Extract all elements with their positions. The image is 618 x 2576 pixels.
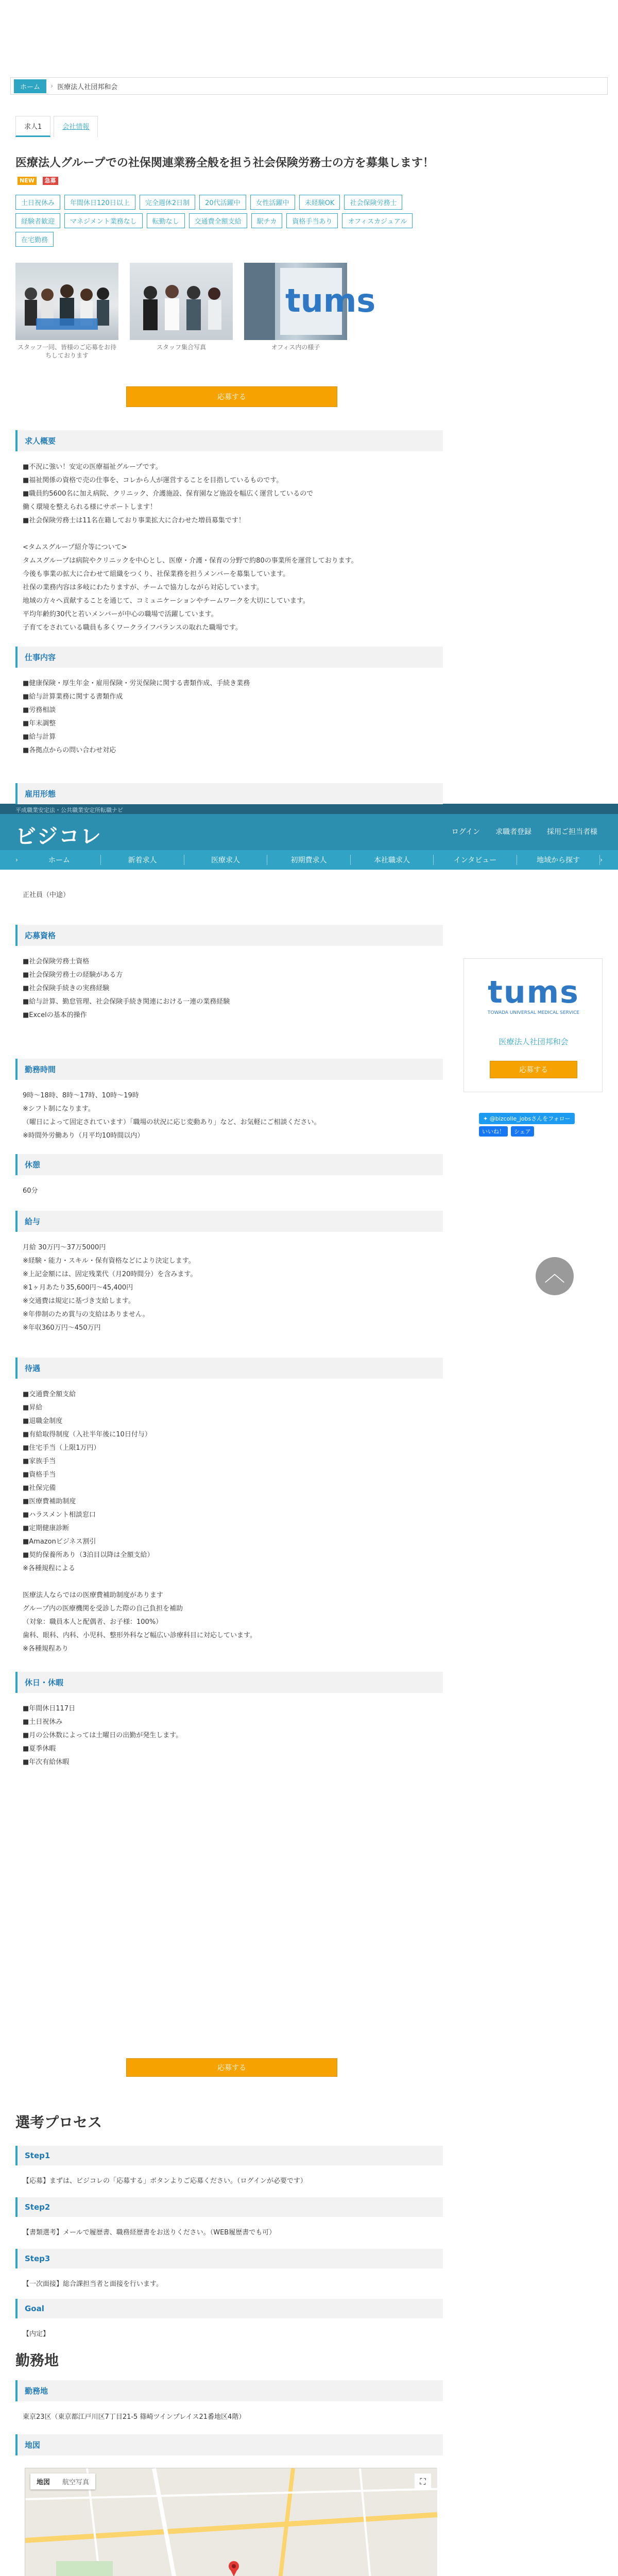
site-header (0, 814, 618, 850)
step-body: 【一次面接】総合課担当者と面接を行います。 (23, 2280, 163, 2288)
tab-company-info[interactable]: 会社情報 (54, 116, 98, 137)
office-photo (244, 263, 376, 340)
job-photos (15, 263, 376, 360)
section-employment (15, 783, 443, 804)
address-heading: 勤務地 (15, 2380, 443, 2401)
map-heading: 地図 (15, 2434, 443, 2455)
job-tag: 交通費全額支給 (189, 213, 247, 228)
map-tab-satellite[interactable]: 航空写真 (62, 2479, 90, 2486)
company-logo-word: tums (488, 974, 579, 1010)
apply-button-top[interactable]: 応募する (126, 386, 337, 407)
section-body: ■健康保険・厚生年金・雇用保険・労災保険に関する書類作成、手続き業務 ■給与計算業務に関する書類作成 ■労務相談 ■年末調整 ■給与計算 ■各拠点からの問い合わせ対応 (23, 680, 250, 754)
scroll-to-top-button[interactable] (536, 1257, 574, 1295)
social-buttons (479, 1113, 575, 1124)
selection-step-2 (15, 2197, 443, 2249)
photo-3[interactable] (244, 263, 376, 360)
step-body: 【内定】 (23, 2330, 50, 2338)
location-title: 勤務地 (15, 2352, 59, 2369)
map-type-control (30, 2473, 95, 2489)
step-body: 【応募】まずは、ビジコレの「応募する」ボタンよりご応募ください。（ログインが必要です） (23, 2177, 307, 2185)
location-map-section (15, 2434, 443, 2455)
section-requirements (15, 925, 443, 1031)
google-map[interactable] (25, 2468, 437, 2576)
nav-new-jobs[interactable]: 新着求人 (101, 855, 184, 865)
nav-home[interactable]: ホーム (18, 855, 101, 865)
nav-arrow-icon: › (15, 856, 18, 863)
section-heading: 給与 (15, 1211, 443, 1232)
step-heading: Step1 (15, 2146, 443, 2165)
section-heading: 勤務時間 (15, 1059, 443, 1080)
nav-region[interactable]: 地域から探す (517, 855, 600, 865)
job-tag: 転勤なし (147, 213, 185, 228)
badge-urgent: 急募 (43, 177, 58, 185)
nav-jobs-3[interactable]: 初期費求人 (267, 855, 350, 865)
section-body: 9時〜18時、8時〜17時、10時〜19時 ※シフト制になります。 （曜日によって固定されています）「職場の状況に応じ変動あり」など、お気軽にご相談ください。 ※時間外労働あり（月平均10時間以内） (23, 1092, 321, 1140)
job-tag: 駅チカ (251, 213, 283, 228)
section-body: ■交通費全額支給 ■昇給 ■退職金制度 ■有給取得制度（入社半年後に10日付与） ■住宅手当（上限1万円） ■家族手当 ■資格手当 ■社保完備 ■医療費補助制度 ■ハラスメント相談窓口 ■定期健康診断 ■Amazonビジネス割引 ■契約保養所あり（3泊目以降は全額支給） ※各種規程による 医療法人ならではの医療費補助制度があります グループ内の医療機関を受診した際の自己負担を補助 （対象：職員本人と配偶者、お子様：100%） 歯科、眼科、内科、小児科、整形外科など幅広い診療科目に対応しています。 ※各種規程あり (23, 1391, 256, 1653)
login-link[interactable]: ログイン (451, 828, 480, 836)
nav-jobs-4[interactable]: 本社職求人 (351, 855, 434, 865)
section-heading: 雇用形態 (15, 783, 443, 804)
section-heading: 休日・休暇 (15, 1672, 443, 1693)
section-salary (15, 1211, 443, 1344)
job-tag: 土日祝休み (15, 195, 60, 210)
facebook-buttons (479, 1126, 534, 1137)
step-heading: Step3 (15, 2249, 443, 2268)
register-link[interactable]: 求職者登録 (495, 828, 531, 836)
recruiter-link[interactable]: 採用ご担当者様 (547, 828, 597, 836)
map-tab-map[interactable]: 地図 (37, 2479, 50, 2486)
job-tabs (15, 116, 98, 137)
job-tag: 完全週休2日制 (140, 195, 195, 210)
address-text: 東京23区（東京都江戸川区7丁目21-5 篠崎ツインプレイス21番地区4階） (23, 2413, 246, 2421)
step-heading: Goal (15, 2299, 443, 2318)
section-overview (15, 430, 443, 644)
tab-job-1[interactable]: 求人1 (15, 116, 50, 137)
location-address (15, 2380, 443, 2433)
nav-arrow-icon: › (600, 856, 603, 863)
apply-button-sidebar[interactable]: 応募する (490, 1061, 577, 1078)
job-tag: 20代活躍中 (199, 195, 246, 210)
selection-step-goal (15, 2299, 443, 2350)
section-holidays (15, 1672, 443, 1778)
section-employment-body (15, 889, 443, 911)
section-heading: 応募資格 (15, 925, 443, 946)
company-name-link[interactable]: 医療法人社団邦和会 (499, 1037, 569, 1046)
section-heading: 求人概要 (15, 430, 443, 451)
header-topline: 平成職業安定法・公共職業安定所転職ナビ (0, 804, 618, 814)
site-logo[interactable]: ビジコレ (15, 824, 102, 849)
selection-step-1 (15, 2146, 443, 2197)
step-body: 【書類選考】メールで履歴書、職務経歴書をお送りください。（WEB履歴書でも可） (23, 2229, 276, 2236)
step-heading: Step2 (15, 2197, 443, 2217)
staff-photo (130, 263, 233, 340)
breadcrumb-separator: › (50, 82, 54, 90)
section-body: ■年間休日117日 ■土日祝休み ■月の公休数によっては土曜日の出勤が発生します。 ■夏季休暇 ■年次有給休暇 (23, 1705, 183, 1766)
job-tag: 女性活躍中 (250, 195, 295, 210)
job-tag: マネジメント業務なし (64, 213, 143, 228)
nav-medical-jobs[interactable]: 医療求人 (184, 855, 267, 865)
main-nav (0, 850, 618, 870)
header-links (452, 826, 597, 837)
nav-interview[interactable]: インタビュー (434, 855, 517, 865)
photo-caption: オフィス内の様子 (271, 344, 320, 351)
section-heading: 待遇 (15, 1358, 443, 1379)
job-title (15, 155, 448, 190)
facebook-share-button[interactable]: シェア (511, 1126, 534, 1137)
badge-new: NEW (18, 177, 37, 185)
job-tag: 未経験OK (299, 195, 340, 210)
twitter-follow-label: @bizcolle_jobsさんをフォロー (489, 1115, 571, 1122)
job-tag: オフィスカジュアル (342, 213, 413, 228)
facebook-like-button[interactable]: いいね！ (479, 1126, 508, 1137)
photo-1[interactable] (15, 263, 118, 360)
company-logo[interactable] (479, 974, 588, 1015)
photo-caption: スタッフ集合写真 (156, 344, 206, 351)
selection-title: 選考プロセス (15, 2114, 102, 2131)
section-hours (15, 1059, 443, 1152)
company-card (464, 958, 603, 1092)
twitter-icon: ✦ (483, 1115, 490, 1122)
apply-button-middle[interactable]: 応募する (126, 2058, 337, 2077)
job-tag: 社会保険労務士 (344, 195, 402, 210)
section-heading: 休憩 (15, 1154, 443, 1175)
section-body: 60分 (23, 1187, 38, 1195)
section-body: 正社員（中途） (23, 891, 70, 899)
chevron-up-icon: ︿ (544, 1262, 565, 1286)
section-body: ■不況に強い！安定の医療福祉グループです。 ■福祉関係の資格で売の仕事を、コレから人が運営することを目指しているものです。 ■職員約5600名に加え病院、クリニック、介護施設、保育園など施設を幅広く運営しているので 働く環境を整えられる様にサポートします！ ■社会保険労務士は11名在籍しており事業拡大に合わせた増員募集です！ <タムスグループ紹介等について> タムスグループは病院やクリニックを中心とし、医療・介護・保育の分野で約80の事業所を運営しております。 今後も事業の拡大に合わせて組織をつくり、社保業務を担うメンバーを募集しています。 社保の業務内容は多岐にわたりますが、チームで協力しながら対応しています。 地域の方々へ貢献することを通じて、コミュニケーションやチームワークを大切にしています。 平均年齢約30代と若いメンバーが中心の職場で活躍しています。 子育てをされている職員も多くワークライフバランスの取れた職場です。 (23, 463, 358, 632)
staff-group-photo (15, 263, 118, 340)
photo-caption: スタッフ一同、皆様のご応募をお待ちしております (17, 344, 116, 359)
section-work (15, 647, 443, 767)
selection-step-3 (15, 2249, 443, 2300)
fullscreen-icon[interactable]: ⛶ (415, 2473, 431, 2490)
svg-text:tums: tums (285, 282, 376, 319)
section-break (15, 1154, 443, 1207)
job-tag: 年間休日120日以上 (64, 195, 135, 210)
job-tags (15, 195, 448, 247)
breadcrumb (10, 77, 608, 95)
job-tag: 経験者歓迎 (15, 213, 60, 228)
job-tag: 資格手当あり (286, 213, 338, 228)
section-body: 月給 30万円〜37万5000円 ※経験・能力・スキル・保有資格などにより決定します。 ※上記金額には、固定残業代（月20時間分）を含みます。 ※1ヶ月あたり35,600円〜45,400円 ※交通費は規定に基づき支給します。 ※年俸制のため賞与の支給はありません。 ※年収360万円〜450万円 (23, 1244, 197, 1332)
job-title-text: 医療法人グループでの社保関連業務全般を担う社会保険労務士の方を募集します！ (15, 157, 434, 170)
breadcrumb-current: 医療法人社団邦和会 (57, 83, 118, 91)
section-heading: 仕事内容 (15, 647, 443, 668)
breadcrumb-home-link[interactable]: ホーム (14, 79, 46, 93)
job-tag: 在宅勤務 (15, 232, 54, 247)
photo-2[interactable] (130, 263, 233, 360)
company-logo-subtitle: TOWADA UNIVERSAL MEDICAL SERVICE (487, 1010, 580, 1015)
section-benefits (15, 1358, 443, 1665)
section-body: ■社会保険労務士資格 ■社会保険労務士の経験がある方 ■社会保険手続きの実務経験 ■給与計算、勤怠管理、社会保険手続き関連における一連の業務経験 ■Excelの基本的操作 (23, 958, 230, 1019)
twitter-follow-button[interactable] (479, 1113, 575, 1124)
